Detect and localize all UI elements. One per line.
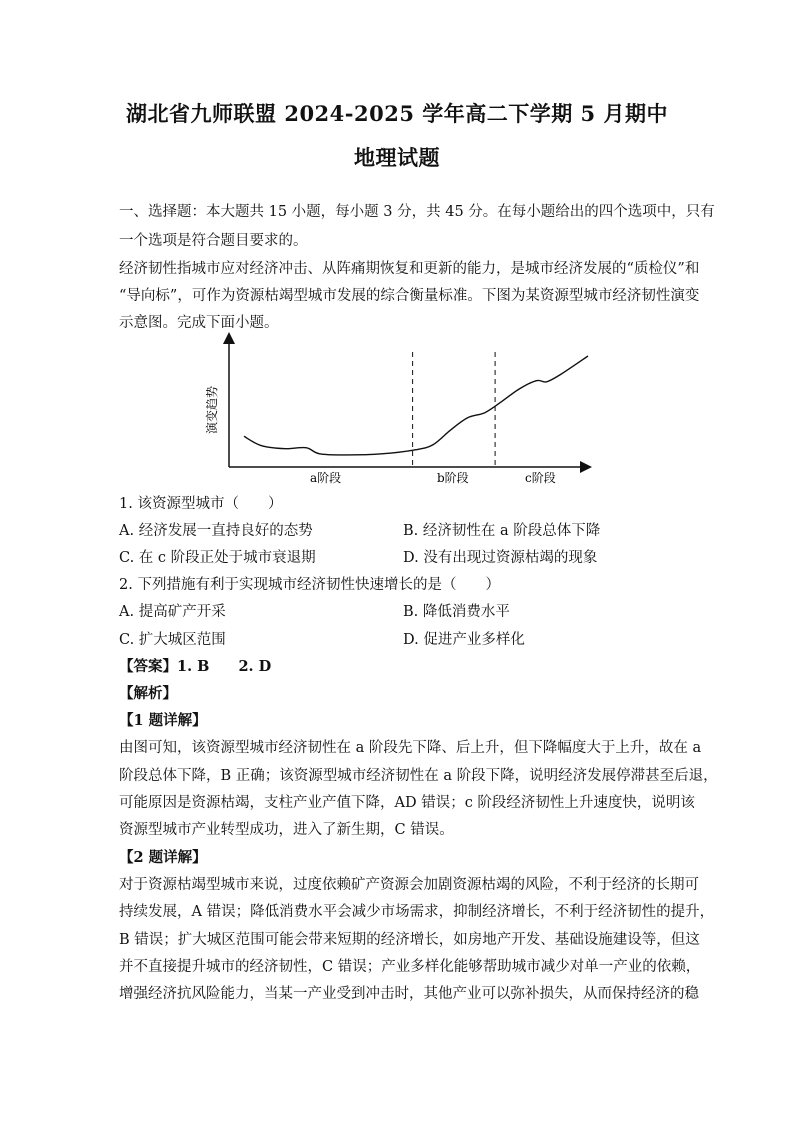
detail2-line5: 增强经济抗风险能力，当某一产业受到冲击时，其他产业可以弥补损失，从而保持经济的稳 xyxy=(119,986,699,1002)
exam-subtitle: 地理试题 xyxy=(354,145,440,170)
detail1-line1: 由图可知，该资源型城市经济韧性在 a 阶段先下降、后上升，但下降幅度大于上升，故在 a xyxy=(119,740,702,756)
detail2-line4: 并不直接提升城市的经济韧性，C 错误；产业多样化能够帮助城市减少对单一产业的依赖， xyxy=(119,959,701,975)
resilience-trend-chart xyxy=(200,330,600,490)
q2-option-a: A. 提高矿产开采 xyxy=(119,604,226,620)
resilience-curve xyxy=(244,356,588,455)
section-instruction-line2: 一个选项是符合题目要求的。 xyxy=(119,233,308,249)
detail1-line4: 资源型城市产业转型成功，进入了新生期，C 错误。 xyxy=(119,822,454,838)
intro-line3: 示意图。完成下面小题。 xyxy=(119,315,279,331)
q1-option-c: C. 在 c 阶段正处于城市衰退期 xyxy=(119,550,316,566)
intro-line2: “导向标”，可作为资源枯竭型城市发展的综合衡量标准。下图为某资源型城市经济韧性演变 xyxy=(119,288,700,304)
detail2-line2: 持续发展，A 错误；降低消费水平会减少市场需求，抑制经济增长，不利于经济韧性的提升， xyxy=(119,904,715,920)
analysis-heading: 【解析】 xyxy=(119,685,177,702)
stage-c-label: c阶段 xyxy=(525,471,556,485)
q1-option-d: D. 没有出现过资源枯竭的现象 xyxy=(403,550,598,566)
q1-option-a: A. 经济发展一直持良好的态势 xyxy=(119,523,313,539)
y-axis-label: 演变趋势 xyxy=(205,385,219,434)
exam-title: 湖北省九师联盟 2024-2025 学年高二下学期 5 月期中 xyxy=(126,101,668,126)
stage-a-label: a阶段 xyxy=(310,471,342,485)
intro-line1: 经济韧性指城市应对经济冲击、从阵痛期恢复和更新的能力，是城市经济发展的“质检仪”和 xyxy=(119,261,700,277)
q2-option-b: B. 降低消费水平 xyxy=(403,604,510,620)
detail1-heading: 【1 题详解】 xyxy=(119,712,207,729)
q2-option-c: C. 扩大城区范围 xyxy=(119,632,226,648)
detail1-line2: 阶段总体下降，B 正确；该资源型城市经济韧性在 a 阶段下降，说明经济发展停滞甚至后退， xyxy=(119,768,718,784)
answer-line: 【答案】1. B 2. D xyxy=(119,658,272,675)
q2-option-d: D. 促进产业多样化 xyxy=(403,632,525,648)
q2-stem: 2. 下列措施有利于实现城市经济韧性快速增长的是（ ） xyxy=(119,577,500,593)
detail2-line1: 对于资源枯竭型城市来说，过度依赖矿产资源会加剧资源枯竭的风险，不利于经济的长期可 xyxy=(119,877,699,893)
detail2-heading: 【2 题详解】 xyxy=(119,849,207,866)
section-instruction-line1: 一、选择题：本大题共 15 小题，每小题 3 分，共 45 分。在每小题给出的四个选项中，只有 xyxy=(119,204,715,220)
q1-option-b: B. 经济韧性在 a 阶段总体下降 xyxy=(403,523,601,539)
stage-b-label: b阶段 xyxy=(437,471,469,485)
detail1-line3: 可能原因是资源枯竭，支柱产业产值下降，AD 错误；c 阶段经济韧性上升速度快，说明该 xyxy=(119,795,695,811)
detail2-line3: B 错误；扩大城区范围可能会带来短期的经济增长，如房地产开发、基础设施建设等，但这 xyxy=(119,932,700,948)
q1-stem: 1. 该资源型城市（ ） xyxy=(119,496,283,512)
